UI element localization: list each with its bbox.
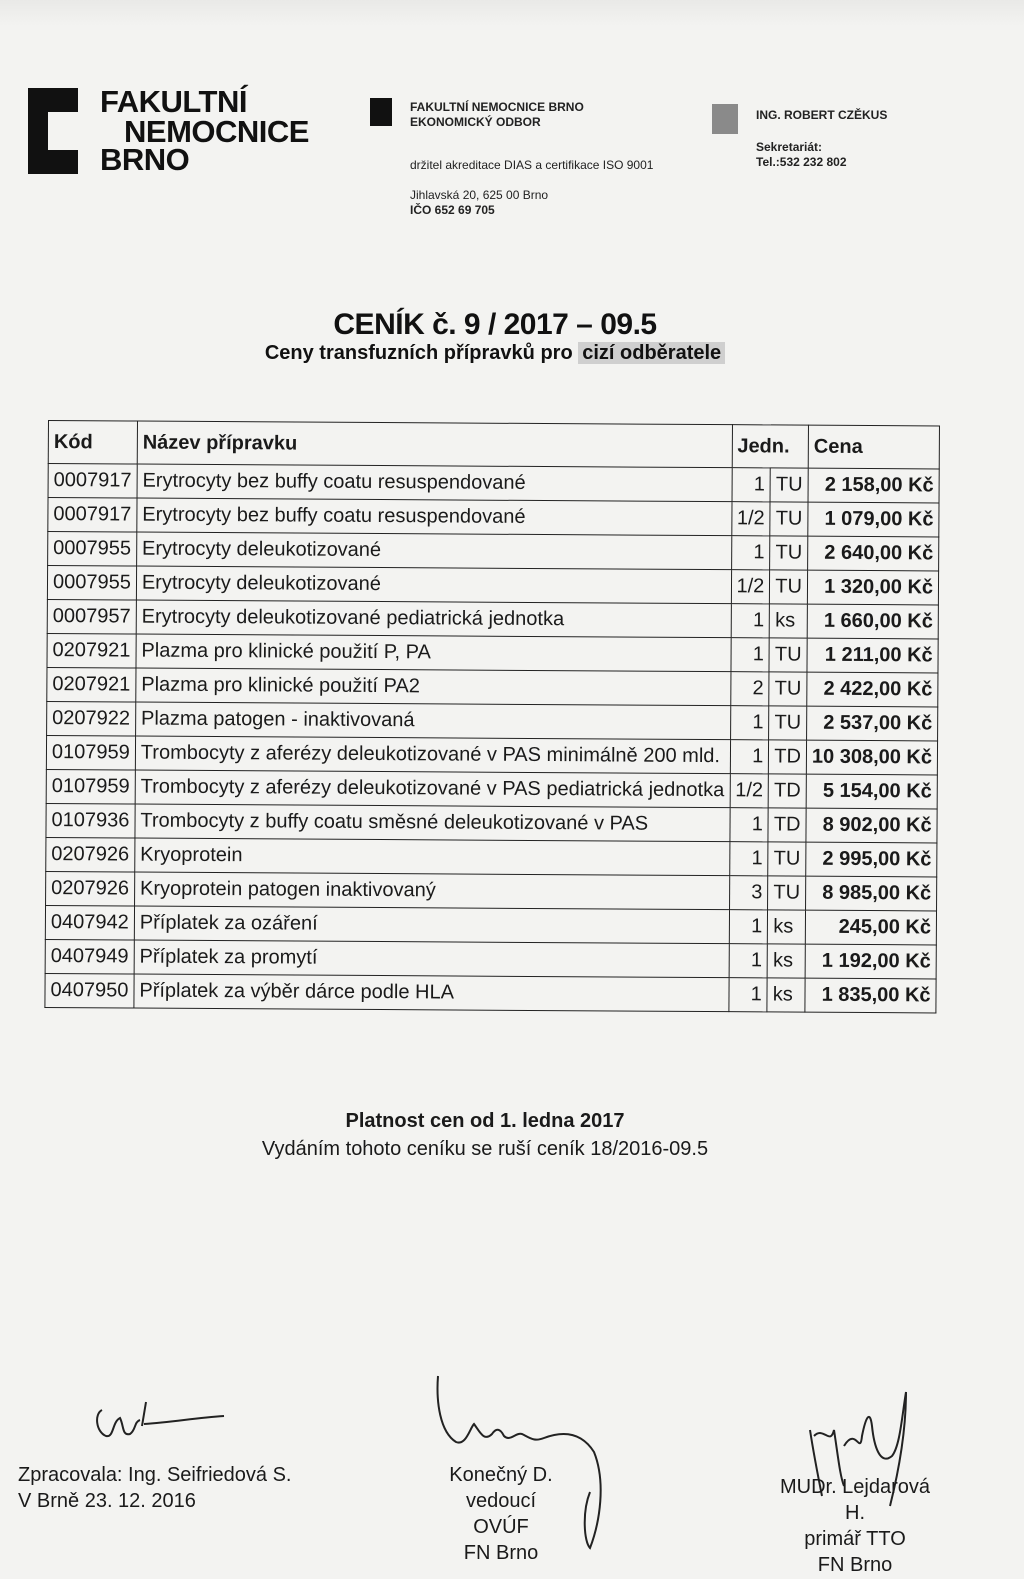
middle-name: Konečný D. (449, 1464, 553, 1486)
scan-edge (0, 0, 1024, 26)
header-ico: IČO 652 69 705 (410, 203, 495, 217)
row-name: Kryoprotein (135, 838, 730, 876)
logo-line-1: FAKULTNÍ (100, 84, 247, 119)
table-row (46, 803, 937, 842)
row-code: 0007917 (48, 464, 137, 499)
row-name: Erytrocyty deleukotizované (136, 532, 731, 570)
header-secretariat-label: Sekretariát: (756, 140, 823, 154)
row-code: 0007955 (47, 566, 136, 601)
right-role: primář TTO (804, 1528, 906, 1550)
table-row (48, 464, 939, 503)
row-price: 10 308,00 Kč (806, 740, 937, 775)
row-qty: 1 (729, 842, 768, 876)
row-unit: TU (768, 876, 806, 910)
row-code: 0407950 (45, 973, 134, 1008)
header-price: Cena (808, 425, 939, 469)
row-price: 2 158,00 Kč (808, 468, 939, 503)
row-qty: 1 (731, 604, 770, 638)
row-name: Plazma pro klinické použití PA2 (136, 668, 731, 706)
row-unit: TD (768, 774, 806, 808)
row-price: 2 537,00 Kč (807, 706, 938, 741)
row-qty: 1/2 (731, 502, 770, 536)
row-code: 0107959 (46, 769, 135, 804)
row-qty: 1 (731, 536, 770, 570)
row-name: Trombocyty z aferézy deleukotizované v PAS pediatrická jednotka (135, 770, 730, 808)
row-price: 2 640,00 Kč (808, 536, 939, 571)
table-row (46, 837, 937, 876)
row-price: 5 154,00 Kč (806, 774, 937, 809)
table-row (45, 973, 936, 1012)
table-row (45, 905, 936, 944)
row-name: Plazma pro klinické použití P, PA (136, 634, 731, 672)
row-unit: TU (770, 570, 808, 604)
row-qty: 3 (729, 876, 768, 910)
row-unit: TU (768, 842, 806, 876)
row-qty: 1/2 (731, 570, 770, 604)
header-unit: Jedn. (732, 425, 809, 468)
header-phone: Tel.:532 232 802 (756, 155, 847, 169)
row-code: 0407942 (45, 905, 134, 940)
row-unit: TU (769, 706, 807, 740)
row-price: 1 320,00 Kč (807, 570, 938, 605)
row-price: 1 660,00 Kč (807, 604, 938, 639)
row-qty: 1 (730, 740, 769, 774)
header-address: Jihlavská 20, 625 00 Brno (410, 188, 549, 202)
prepared-label: Zpracovala: Ing. Seifriedová S. (18, 1464, 292, 1486)
table-row (47, 667, 938, 706)
row-price: 2 422,00 Kč (807, 672, 938, 707)
row-price: 1 211,00 Kč (807, 638, 938, 673)
row-qty: 2 (730, 672, 769, 706)
prepared-place-date: V Brně 23. 12. 2016 (18, 1490, 196, 1512)
header-accreditation: držitel akreditace DIAS a certifikace ISO 9001 (410, 158, 654, 172)
row-name: Příplatek za promytí (134, 940, 729, 978)
table-row (46, 769, 937, 808)
signature-seifriedova-icon (84, 1396, 234, 1456)
table-row (45, 939, 936, 978)
header-code: Kód (48, 421, 137, 465)
row-code: 0107959 (46, 735, 135, 770)
table-row (47, 701, 938, 740)
row-price: 1 192,00 Kč (805, 944, 936, 979)
row-name: Kryoprotein patogen inaktivovaný (134, 872, 729, 910)
row-qty: 1 (729, 944, 768, 978)
row-name: Erytrocyty deleukotizované (136, 566, 731, 604)
page-title: CENÍK č. 9 / 2017 – 09.5 (333, 308, 657, 341)
row-name: Příplatek za ozáření (134, 906, 729, 944)
row-code: 0007955 (48, 532, 137, 567)
row-price: 245,00 Kč (805, 910, 936, 945)
table-row (47, 599, 938, 638)
row-unit: TU (770, 502, 808, 536)
signature-block-prepared (18, 1462, 291, 1514)
row-qty: 1 (732, 468, 771, 502)
row-qty: 1 (728, 978, 767, 1012)
row-price: 2 995,00 Kč (806, 842, 937, 877)
row-code: 0207926 (46, 837, 135, 872)
signature-block-middle (436, 1462, 566, 1566)
price-table (44, 420, 940, 1013)
row-qty: 1 (729, 808, 768, 842)
row-unit: TU (770, 536, 808, 570)
row-code: 0007917 (48, 498, 137, 533)
table-row (47, 633, 938, 672)
row-price: 1 079,00 Kč (808, 502, 939, 537)
header-square-icon (370, 98, 392, 126)
row-code: 0207922 (47, 701, 136, 736)
row-name: Trombocyty z buffy coatu směsné deleukotizované v PAS (135, 804, 730, 842)
row-name: Erytrocyty bez buffy coatu resuspendované (137, 498, 732, 536)
row-unit: ks (767, 944, 805, 978)
signature-block-right (770, 1474, 940, 1578)
logo-mark-icon (28, 88, 78, 174)
header-org-name: FAKULTNÍ NEMOCNICE BRNO (410, 100, 584, 114)
row-code: 0207921 (47, 633, 136, 668)
row-name: Erytrocyty deleukotizované pediatrická jednotka (136, 600, 731, 638)
subtitle-highlight: cizí odběratele (578, 342, 725, 364)
row-unit: TU (769, 672, 807, 706)
row-code: 0407949 (45, 939, 134, 974)
row-name: Erytrocyty bez buffy coatu resuspendované (137, 464, 732, 502)
row-name: Plazma patogen - inaktivovaná (135, 702, 730, 740)
table-row (46, 871, 937, 910)
row-name: Příplatek za výběr dárce podle HLA (134, 974, 729, 1012)
row-code: 0107936 (46, 803, 135, 838)
middle-org: FN Brno (463, 1542, 539, 1564)
row-qty: 1/2 (730, 774, 769, 808)
table-row (47, 566, 938, 605)
row-unit: TU (769, 638, 807, 672)
row-price: 8 902,00 Kč (806, 808, 937, 843)
row-unit: ks (769, 604, 807, 638)
row-code: 0207926 (46, 871, 135, 906)
hospital-logo (28, 84, 348, 178)
table-header-row (48, 421, 939, 469)
table-body (45, 464, 939, 1013)
logo-line-2: NEMOCNICE (124, 114, 309, 149)
row-code: 0207921 (47, 667, 136, 702)
row-price: 8 985,00 Kč (806, 876, 937, 911)
right-name: MUDr. Lejdarová H. (779, 1476, 931, 1524)
cancellation-note: Vydáním tohoto ceníku se ruší ceník 18/2016-09.5 (261, 1138, 709, 1160)
header-department: EKONOMICKÝ ODBOR (410, 115, 541, 129)
row-name: Trombocyty z aferézy deleukotizované v PAS minimálně 200 mld. (135, 736, 730, 774)
header-contact-name: ING. ROBERT CZĚKUS (756, 108, 888, 122)
row-unit: TD (769, 740, 807, 774)
row-unit: TD (768, 808, 806, 842)
table-row (46, 735, 937, 774)
page-subtitle (0, 342, 990, 365)
table-row (48, 498, 939, 537)
table-row (48, 532, 939, 571)
row-unit: ks (768, 910, 806, 944)
middle-role: vedoucí OVÚF (465, 1490, 537, 1538)
right-org: FN Brno (817, 1554, 893, 1576)
row-code: 0007957 (47, 599, 136, 634)
header-grey-square-icon (712, 104, 738, 134)
row-qty: 1 (730, 706, 769, 740)
row-price: 1 835,00 Kč (805, 978, 936, 1013)
header-name: Název přípravku (137, 421, 732, 468)
validity-note: Platnost cen od 1. ledna 2017 (345, 1110, 625, 1132)
row-unit: TU (770, 468, 808, 502)
row-unit: ks (767, 978, 805, 1012)
row-qty: 1 (730, 638, 769, 672)
subtitle-main: Ceny transfuzních přípravků pro (264, 342, 573, 364)
logo-line-3: BRNO (100, 142, 190, 177)
row-qty: 1 (729, 910, 768, 944)
